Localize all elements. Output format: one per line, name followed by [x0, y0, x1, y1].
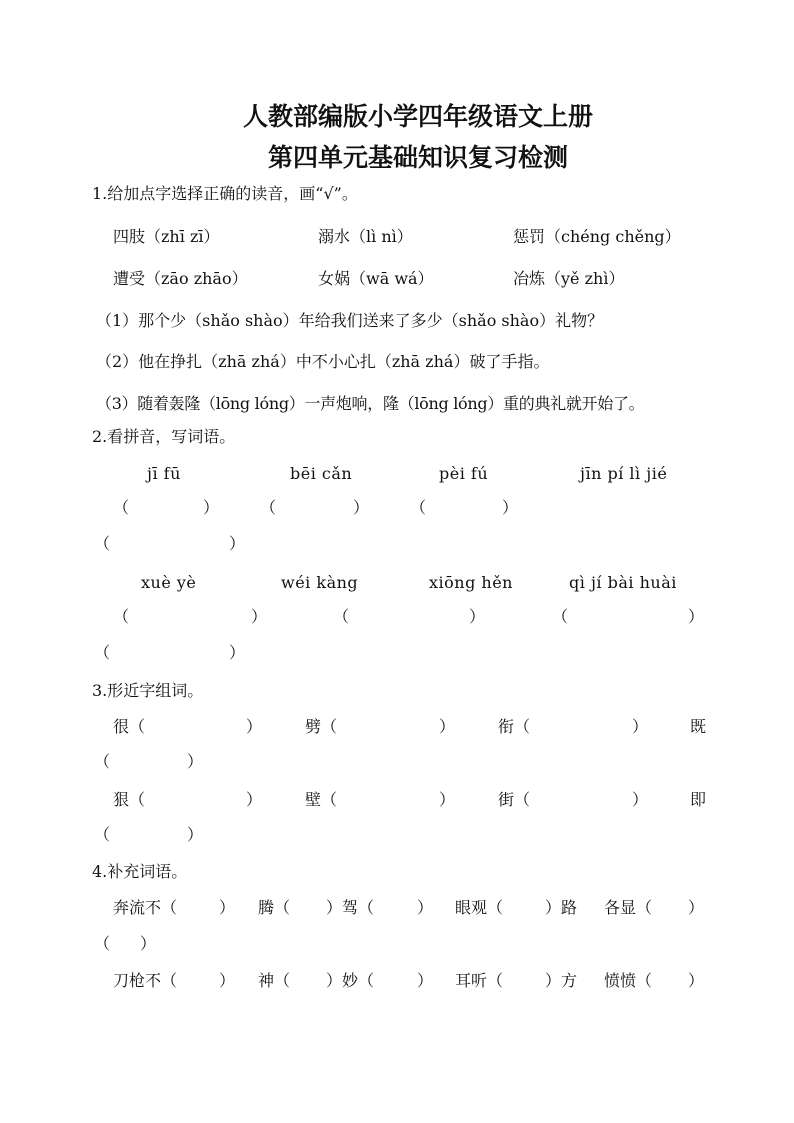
answer-blank-close: ）	[229, 534, 246, 553]
q3-char-jie: 街（	[498, 790, 531, 809]
q3-char-ji: 既	[690, 717, 707, 736]
q1-item-1: 四肢（zhī zī）	[113, 227, 220, 246]
answer-blank-close: ）	[688, 607, 705, 626]
answer-blank-open: （	[113, 498, 130, 517]
q1-item-2: 溺水（lì nì）	[318, 227, 413, 246]
q2-pinyin-1: jī fū	[147, 464, 181, 483]
answer-blank-open: （	[94, 534, 111, 553]
answer-blank-open: （	[333, 607, 350, 626]
q1-item-3: 惩罚（chéng chěng）	[513, 227, 681, 246]
answer-blank-close: ）	[229, 643, 246, 662]
answer-blank-close: ）	[688, 898, 705, 917]
answer-blank-open: （	[94, 934, 111, 953]
q1-item-6: 冶炼（yě zhì）	[513, 269, 625, 288]
q4-idiom-3-end: ）路	[545, 898, 578, 917]
answer-blank-close: ）	[203, 498, 220, 517]
q4-idiom-4-start: 各显（	[604, 898, 653, 917]
answer-blank-open: （	[260, 498, 277, 517]
answer-blank-close: ）	[246, 717, 263, 736]
answer-blank-open: （	[94, 752, 111, 771]
q1-heading: 1.给加点字选择正确的读音，画“√”。	[92, 184, 358, 203]
q4-idiom-7-end: ）方	[545, 971, 578, 990]
answer-blank-close: ）	[353, 498, 370, 517]
q2-pinyin-4: jīn pí lì jié	[580, 464, 668, 483]
q2-pinyin-5: xuè yè	[141, 573, 197, 592]
answer-blank-close: ）	[417, 898, 434, 917]
q3-heading: 3.形近字组词。	[92, 681, 204, 700]
q2-pinyin-6: wéi kàng	[281, 573, 359, 592]
q4-idiom-1-start: 奔流不（	[113, 898, 178, 917]
q3-char-xian: 衔（	[498, 717, 531, 736]
q4-idiom-7-start: 耳听（	[455, 971, 504, 990]
q4-heading: 4.补充词语。	[92, 862, 188, 881]
q3-char-bi: 壁（	[305, 790, 338, 809]
answer-blank-close: ）	[219, 898, 236, 917]
q3-char-hen: 很（	[113, 717, 146, 736]
q3-char-pi: 劈（	[305, 717, 338, 736]
answer-blank-close: ）	[469, 607, 486, 626]
answer-blank-open: （	[410, 498, 427, 517]
q1-sentence-1: （1）那个少（shǎo shào）年给我们送来了多少（shǎo shào）礼物？	[96, 311, 604, 330]
q2-pinyin-7: xiōng hěn	[429, 573, 513, 592]
q1-sentence-2: （2）他在挣扎（zhā zhá）中不小心扎（zhā zhá）破了手指。	[96, 352, 550, 371]
q4-idiom-3-start: 眼观（	[455, 898, 504, 917]
answer-blank-close: ）	[187, 825, 204, 844]
q2-heading: 2.看拼音，写词语。	[92, 427, 236, 446]
answer-blank-close: ）	[632, 717, 649, 736]
answer-blank-close: ）	[251, 607, 268, 626]
q4-idiom-5-start: 刀枪不（	[113, 971, 178, 990]
worksheet-title-line-2: 第四单元基础知识复习检测	[268, 143, 569, 172]
q4-idiom-2-start: 腾（	[258, 898, 291, 917]
answer-blank-close: ）	[439, 790, 456, 809]
answer-blank-close: ）	[187, 752, 204, 771]
q3-char-ji2: 即	[690, 790, 707, 809]
answer-blank-open: （	[113, 607, 130, 626]
q2-pinyin-8: qì jí bài huài	[569, 573, 677, 592]
answer-blank-close: ）	[417, 971, 434, 990]
q1-item-4: 遭受（zāo zhāo）	[113, 269, 248, 288]
answer-blank-close: ）	[439, 717, 456, 736]
answer-blank-close: ）	[688, 971, 705, 990]
worksheet-title-line-1: 人教部编版小学四年级语文上册	[243, 102, 594, 131]
q2-pinyin-2: bēi cǎn	[290, 464, 353, 483]
q4-idiom-8-start: 愤愤（	[604, 971, 653, 990]
answer-blank-close: ）	[219, 971, 236, 990]
q2-pinyin-3: pèi fú	[439, 464, 489, 483]
answer-blank-close: ）	[140, 934, 157, 953]
answer-blank-close: ）	[246, 790, 263, 809]
answer-blank-open: （	[94, 825, 111, 844]
answer-blank-close: ）	[502, 498, 519, 517]
q3-char-hen2: 狠（	[113, 790, 146, 809]
q4-idiom-2-mid: ）驾（	[326, 898, 375, 917]
answer-blank-open: （	[94, 643, 111, 662]
q1-item-5: 女娲（wā wá）	[318, 269, 434, 288]
q1-sentence-3: （3）随着轰隆（lōng lóng）一声炮响，隆（lōng lóng）重的典礼就开始了。	[96, 394, 645, 413]
q4-idiom-6-start: 神（	[258, 971, 291, 990]
answer-blank-close: ）	[632, 790, 649, 809]
answer-blank-open: （	[552, 607, 569, 626]
q4-idiom-6-mid: ）妙（	[326, 971, 375, 990]
